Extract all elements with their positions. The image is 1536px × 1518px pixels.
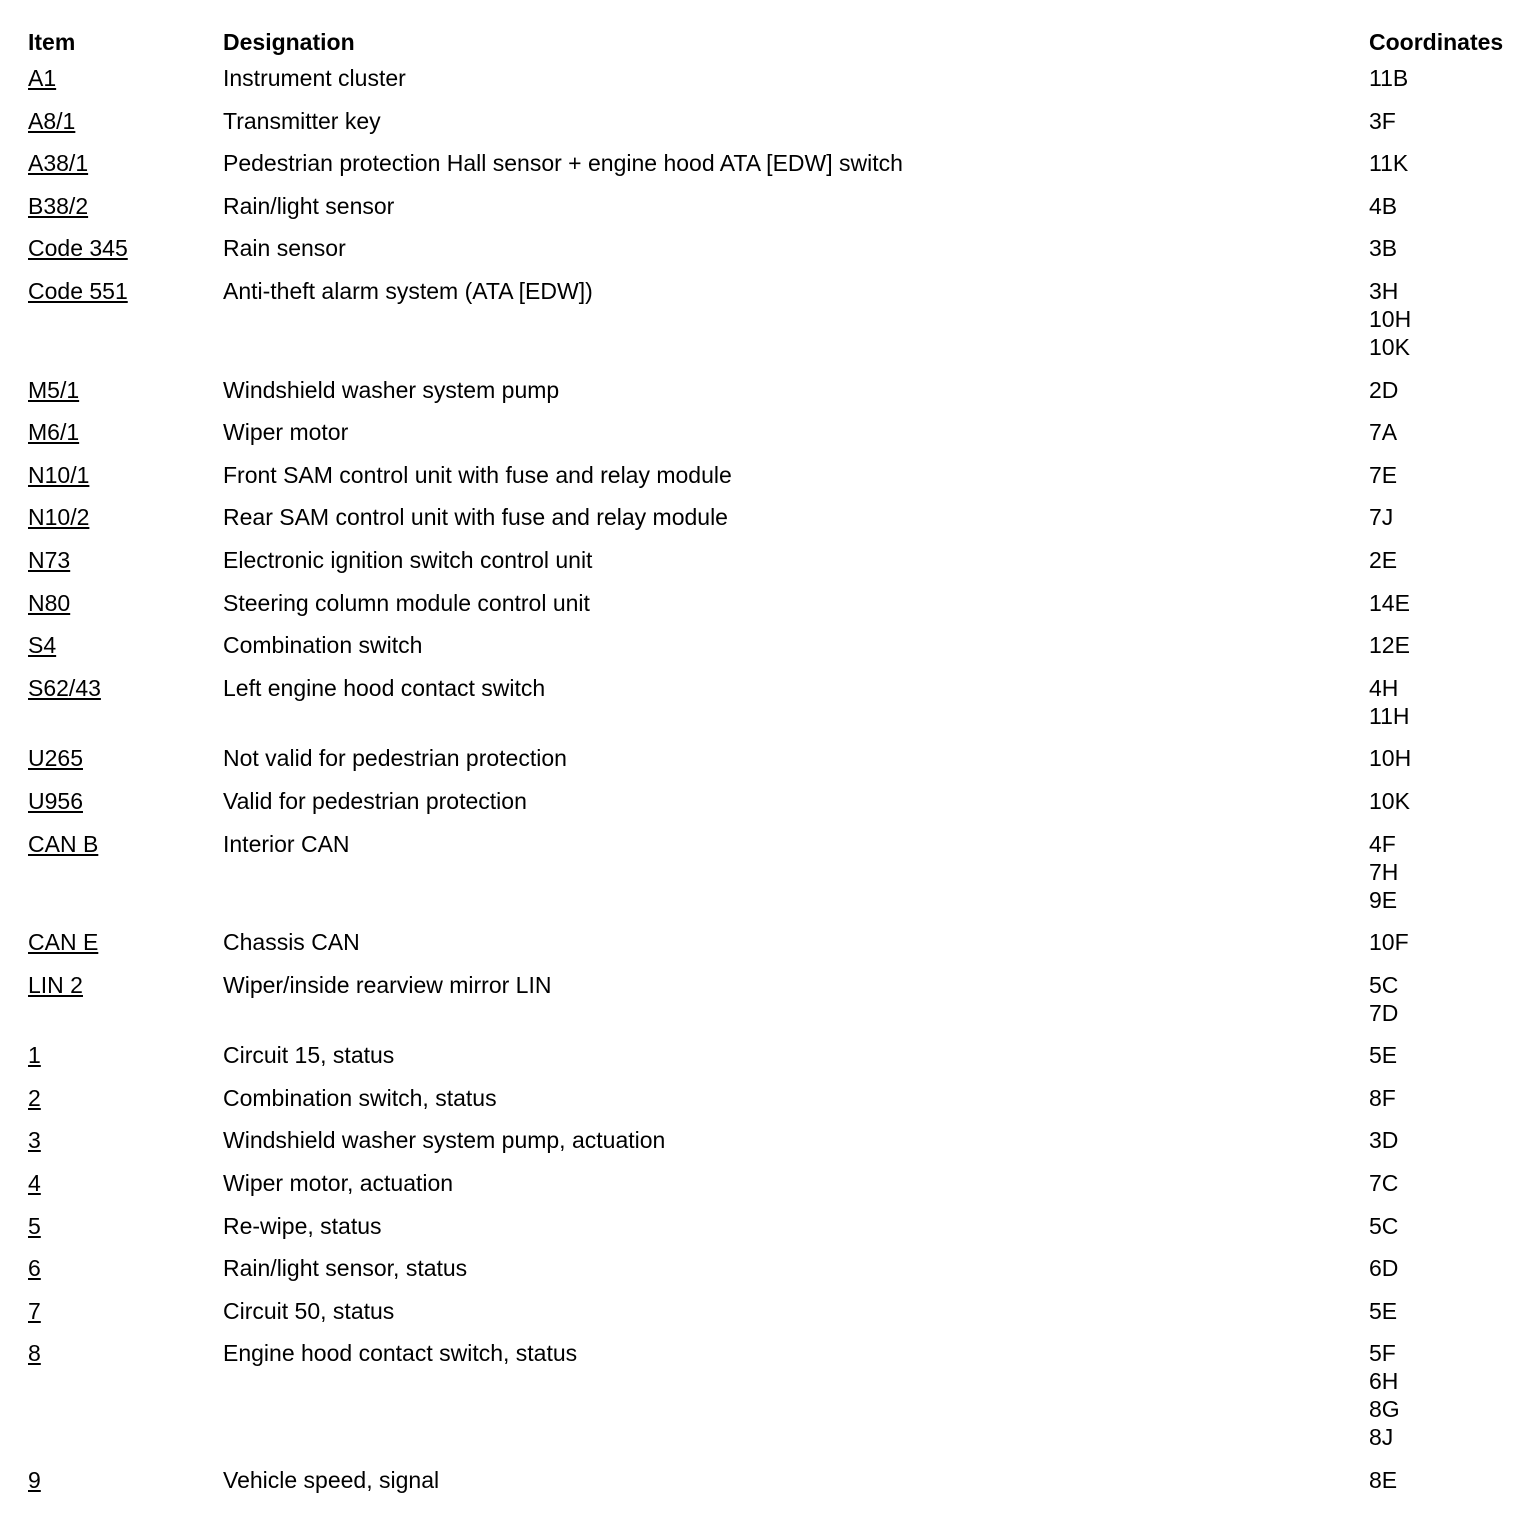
item-cell <box>28 503 223 531</box>
designation-cell: Vehicle speed, signal <box>223 1467 440 1494</box>
designation-cell: Transmitter key <box>223 107 381 134</box>
designation-cell: Front SAM control unit with fuse and relay module <box>223 461 732 488</box>
coordinate-value: 4F <box>1369 830 1396 857</box>
item-cell <box>28 192 223 220</box>
item-cell <box>28 971 223 999</box>
table-row <box>28 370 1528 413</box>
coordinate-value: 5E <box>1369 1042 1398 1069</box>
table-row <box>28 271 1528 370</box>
item-link[interactable]: CAN B <box>28 830 99 857</box>
header-coordinates: Coordinates <box>1369 28 1504 55</box>
coordinates-cell <box>1369 503 1528 531</box>
table-row <box>28 625 1528 668</box>
item-cell <box>28 1254 223 1282</box>
table-row <box>28 1120 1528 1163</box>
coordinates-cell <box>1369 149 1528 177</box>
item-link[interactable]: 8 <box>28 1340 41 1367</box>
item-link[interactable]: A38/1 <box>28 150 89 177</box>
table-row <box>28 143 1528 186</box>
table-row <box>28 1078 1528 1121</box>
designation-cell: Windshield washer system pump, actuation <box>223 1127 666 1154</box>
coordinates-cell <box>1369 1212 1528 1240</box>
coordinate-value: 6D <box>1369 1255 1399 1282</box>
item-cell <box>28 1169 223 1197</box>
item-cell <box>28 1466 223 1494</box>
coordinates-cell <box>1369 830 1528 914</box>
table-row <box>28 1206 1528 1249</box>
coordinate-value: 6H <box>1369 1368 1399 1395</box>
item-link[interactable]: 4 <box>28 1170 41 1197</box>
item-link[interactable]: N10/2 <box>28 504 90 531</box>
coordinates-cell <box>1369 674 1528 730</box>
item-link[interactable]: Code 551 <box>28 277 128 304</box>
coordinates-cell <box>1369 1169 1528 1197</box>
table-row <box>28 781 1528 824</box>
item-cell <box>28 1084 223 1112</box>
item-link[interactable]: 6 <box>28 1255 41 1282</box>
coordinate-value: 11H <box>1369 702 1410 729</box>
coordinates-cell <box>1369 192 1528 220</box>
coordinate-value: 3D <box>1369 1127 1399 1154</box>
designation-cell: Chassis CAN <box>223 929 360 956</box>
coordinate-value: 2D <box>1369 376 1399 403</box>
coordinate-value: 7C <box>1369 1170 1399 1197</box>
item-cell <box>28 1297 223 1325</box>
item-link[interactable]: N73 <box>28 546 71 573</box>
coordinates-cell <box>1369 1466 1528 1494</box>
item-link[interactable]: S62/43 <box>28 674 101 701</box>
item-cell <box>28 830 223 858</box>
coordinate-value: 10K <box>1369 787 1410 814</box>
coordinates-cell <box>1369 546 1528 574</box>
coordinates-cell <box>1369 787 1528 815</box>
table-body <box>28 58 1528 1503</box>
coordinate-value: 3B <box>1369 235 1398 262</box>
designation-cell: Not valid for pedestrian protection <box>223 745 567 772</box>
table-row <box>28 1163 1528 1206</box>
coordinate-value: 5C <box>1369 1212 1399 1239</box>
coordinates-cell <box>1369 744 1528 772</box>
designation-cell: Re-wipe, status <box>223 1212 382 1239</box>
item-link[interactable]: B38/2 <box>28 192 89 219</box>
item-cell <box>28 928 223 956</box>
item-cell <box>28 631 223 659</box>
item-link[interactable]: U265 <box>28 745 83 772</box>
item-link[interactable]: 5 <box>28 1212 41 1239</box>
coordinates-cell <box>1369 107 1528 135</box>
coordinate-value: 7A <box>1369 419 1398 446</box>
designation-cell: Engine hood contact switch, status <box>223 1340 578 1367</box>
item-cell <box>28 1339 223 1367</box>
coordinate-value: 8E <box>1369 1467 1398 1494</box>
table-row <box>28 1248 1528 1291</box>
coordinate-value: 10F <box>1369 929 1409 956</box>
table-row <box>28 922 1528 965</box>
coordinates-cell <box>1369 1339 1528 1451</box>
table-row <box>28 228 1528 271</box>
coordinates-cell <box>1369 461 1528 489</box>
table-row <box>28 583 1528 626</box>
header-row <box>28 26 1528 58</box>
table-row <box>28 965 1528 1036</box>
item-cell <box>28 149 223 177</box>
coordinates-cell <box>1369 589 1528 617</box>
coordinate-value: 9E <box>1369 886 1398 913</box>
item-link[interactable]: 9 <box>28 1467 41 1494</box>
item-cell <box>28 674 223 702</box>
coordinates-cell <box>1369 418 1528 446</box>
item-link[interactable]: 1 <box>28 1042 41 1069</box>
coordinates-cell <box>1369 1126 1528 1154</box>
item-link[interactable]: Code 345 <box>28 235 128 262</box>
designation-cell: Anti-theft alarm system (ATA [EDW]) <box>223 277 593 304</box>
table-row <box>28 824 1528 923</box>
designation-cell: Rain/light sensor <box>223 192 395 219</box>
table-row <box>28 738 1528 781</box>
coordinates-cell <box>1369 1297 1528 1325</box>
coordinates-cell <box>1369 928 1528 956</box>
coordinate-value: 11K <box>1369 150 1409 177</box>
legend-table <box>28 26 1528 1503</box>
coordinates-cell <box>1369 64 1528 92</box>
item-link[interactable]: LIN 2 <box>28 971 83 998</box>
designation-cell: Rear SAM control unit with fuse and relay module <box>223 504 728 531</box>
coordinate-value: 3F <box>1369 107 1396 134</box>
item-cell <box>28 546 223 574</box>
item-cell <box>28 1041 223 1069</box>
coordinate-value: 3H <box>1369 277 1399 304</box>
designation-cell: Combination switch, status <box>223 1084 497 1111</box>
item-cell <box>28 107 223 135</box>
table-row <box>28 1460 1528 1503</box>
coordinate-value: 4H <box>1369 674 1399 701</box>
coordinate-value: 8F <box>1369 1084 1396 1111</box>
designation-cell: Instrument cluster <box>223 65 406 91</box>
item-link[interactable]: CAN E <box>28 929 99 956</box>
item-link[interactable]: A1 <box>28 65 57 91</box>
table-row <box>28 1035 1528 1078</box>
item-cell <box>28 589 223 617</box>
table-row <box>28 668 1528 739</box>
item-link[interactable]: M5/1 <box>28 376 80 403</box>
coordinates-cell <box>1369 277 1528 361</box>
designation-cell: Interior CAN <box>223 830 350 857</box>
table-row <box>28 1333 1528 1460</box>
table-row <box>28 58 1528 101</box>
coordinate-value: 10H <box>1369 305 1412 332</box>
item-cell <box>28 461 223 489</box>
coordinates-cell <box>1369 971 1528 1027</box>
coordinate-value: 7E <box>1369 461 1398 488</box>
item-cell <box>28 1212 223 1240</box>
item-link[interactable]: N10/1 <box>28 461 90 488</box>
coordinate-value: 5E <box>1369 1297 1398 1324</box>
item-link[interactable]: 7 <box>28 1297 41 1324</box>
coordinates-cell <box>1369 376 1528 404</box>
item-cell <box>28 234 223 262</box>
coordinate-value: 5C <box>1369 971 1399 998</box>
table-row <box>28 101 1528 144</box>
coordinate-value: 2E <box>1369 546 1398 573</box>
item-cell <box>28 744 223 772</box>
table-row <box>28 497 1528 540</box>
item-cell <box>28 1126 223 1154</box>
coordinate-value: 14E <box>1369 589 1410 616</box>
designation-cell: Electronic ignition switch control unit <box>223 546 593 573</box>
table-row <box>28 1291 1528 1334</box>
designation-cell: Wiper motor, actuation <box>223 1170 454 1197</box>
item-link[interactable]: N80 <box>28 589 71 616</box>
item-link[interactable]: 2 <box>28 1084 41 1111</box>
coordinates-cell <box>1369 1041 1528 1069</box>
coordinate-value: 8J <box>1369 1424 1394 1451</box>
item-cell <box>28 418 223 446</box>
item-link[interactable]: 3 <box>28 1127 41 1154</box>
designation-cell: Steering column module control unit <box>223 589 590 616</box>
table-row <box>28 186 1528 229</box>
coordinate-value: 10H <box>1369 745 1412 772</box>
designation-cell: Circuit 50, status <box>223 1297 395 1324</box>
designation-cell: Wiper/inside rearview mirror LIN <box>223 971 552 998</box>
coordinate-value: 7H <box>1369 858 1399 885</box>
designation-cell: Rain sensor <box>223 235 346 262</box>
designation-cell: Left engine hood contact switch <box>223 674 546 701</box>
coordinates-cell <box>1369 1254 1528 1282</box>
header-item: Item <box>28 28 76 55</box>
table-row <box>28 412 1528 455</box>
coordinate-value: 11B <box>1369 65 1409 91</box>
coordinate-value: 4B <box>1369 192 1398 219</box>
item-cell <box>28 787 223 815</box>
item-link[interactable]: A8/1 <box>28 107 76 134</box>
coordinate-value: 7J <box>1369 504 1394 531</box>
table-row <box>28 540 1528 583</box>
coordinate-value: 5F <box>1369 1340 1396 1367</box>
item-cell <box>28 64 223 92</box>
designation-cell: Windshield washer system pump <box>223 376 560 403</box>
coordinates-cell <box>1369 631 1528 659</box>
header-designation: Designation <box>223 28 355 55</box>
designation-cell: Valid for pedestrian protection <box>223 787 527 814</box>
designation-cell: Wiper motor <box>223 419 349 446</box>
coordinate-value: 7D <box>1369 999 1399 1026</box>
designation-cell: Pedestrian protection Hall sensor + engine hood ATA [EDW] switch <box>223 150 903 177</box>
designation-cell: Combination switch <box>223 632 423 659</box>
designation-cell: Rain/light sensor, status <box>223 1255 468 1282</box>
coordinate-value: 12E <box>1369 632 1410 659</box>
item-link[interactable]: M6/1 <box>28 419 80 446</box>
coordinates-cell <box>1369 1084 1528 1112</box>
designation-cell: Circuit 15, status <box>223 1042 395 1069</box>
item-link[interactable]: U956 <box>28 787 83 814</box>
item-cell <box>28 376 223 404</box>
coordinate-value: 8G <box>1369 1396 1400 1423</box>
item-cell <box>28 277 223 305</box>
table-row <box>28 455 1528 498</box>
coordinate-value: 10K <box>1369 333 1410 360</box>
coordinates-cell <box>1369 234 1528 262</box>
item-link[interactable]: S4 <box>28 632 57 659</box>
